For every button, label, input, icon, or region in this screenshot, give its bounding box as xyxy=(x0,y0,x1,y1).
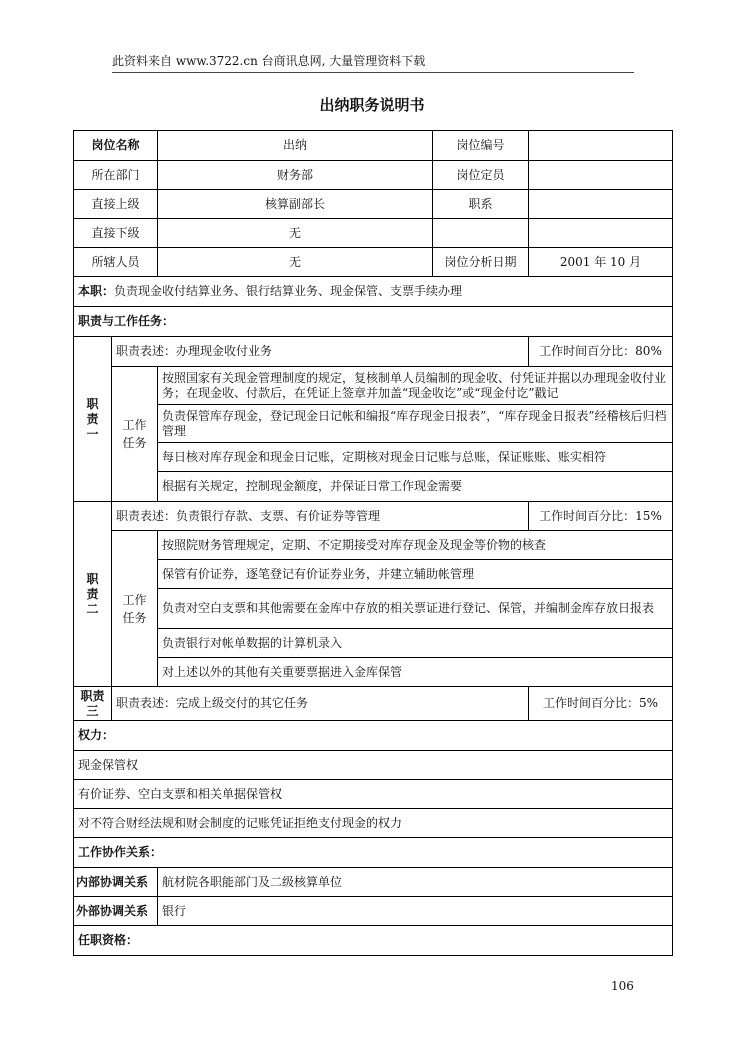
duty-cell xyxy=(74,277,673,307)
post-name-value: 出纳 xyxy=(158,131,433,161)
duty1-time: 工作时间百分比：80% xyxy=(529,337,673,367)
superior-label: 直接上级 xyxy=(74,190,158,219)
duty1-task-row xyxy=(74,443,673,472)
duty2-task-2: 保管有价证券，逐笔登记有价证券业务，并建立辅助帐管理 xyxy=(158,560,673,589)
staff-label: 所辖人员 xyxy=(74,248,158,277)
job-description-table xyxy=(73,130,673,956)
duty3-description: 职责表述：完成上级交付的其它任务 xyxy=(112,687,529,721)
duty2-task-5: 对上述以外的其他有关重要票据进入金库保管 xyxy=(158,658,673,687)
empty-cell xyxy=(529,219,673,248)
row-post-name xyxy=(74,131,673,161)
empty-cell xyxy=(433,219,529,248)
duty2-task-row xyxy=(74,560,673,589)
power-row xyxy=(74,780,673,809)
tasks-header: 职责与工作任务： xyxy=(74,307,673,337)
row-duty xyxy=(74,277,673,307)
row-tasks-header xyxy=(74,307,673,337)
internal-cooperation-label: 内部协调关系 xyxy=(74,868,158,897)
subordinate-value: 无 xyxy=(158,219,433,248)
duty2-task-1: 按照院财务管理规定，定期、不定期接受对库存现金及现金等价物的核查 xyxy=(158,531,673,560)
external-cooperation-value: 银行 xyxy=(158,897,673,926)
duty-label: 本职： xyxy=(78,284,115,298)
duty3-row xyxy=(74,687,673,721)
internal-cooperation-row xyxy=(74,868,673,897)
document-title: 出纳职务说明书 xyxy=(319,96,425,114)
duty2-description-row xyxy=(74,502,673,531)
row-dept xyxy=(74,161,673,190)
page-number: 106 xyxy=(611,979,634,993)
duty1-task-row xyxy=(74,472,673,502)
duty1-task-4: 根据有关规定，控制现金额度，并保证日常工作现金需要 xyxy=(158,472,673,502)
power-item-3: 对不符合财经法规和财会制度的记账凭证拒绝支付现金的权力 xyxy=(74,809,673,838)
duty1-task-1: 按照国家有关现金管理制度的规定，复核制单人员编制的现金收、付凭证并据以办理现金收付业务；在现金收、付款后，在凭证上签章并加盖“现金收讫”或“现金付讫”戳记 xyxy=(158,367,673,405)
duty2-task-row xyxy=(74,629,673,658)
analysis-date-label: 岗位分析日期 xyxy=(433,248,529,277)
internal-cooperation-value: 航材院各职能部门及二级核算单位 xyxy=(158,868,673,897)
power-row xyxy=(74,751,673,780)
duty2-task-row xyxy=(74,589,673,629)
duty3-time: 工作时间百分比：5% xyxy=(529,687,673,721)
power-row xyxy=(74,809,673,838)
power-item-1: 现金保管权 xyxy=(74,751,673,780)
duty1-description: 职责表述：办理现金收付业务 xyxy=(112,337,529,367)
duty2-task-row xyxy=(74,531,673,560)
power-header: 权力： xyxy=(74,721,673,751)
duty2-task-3: 负责对空白支票和其他需要在金库中存放的相关票证进行登记、保管，并编制金库存放日报表 xyxy=(158,589,673,629)
staff-value: 无 xyxy=(158,248,433,277)
duty1-work-task-label: 工作 任务 xyxy=(112,367,158,502)
qualification-header: 任职资格： xyxy=(74,926,673,956)
duty2-work-task-label: 工作 任务 xyxy=(112,531,158,687)
dept-value: 财务部 xyxy=(158,161,433,190)
series-label: 职系 xyxy=(433,190,529,219)
row-superior xyxy=(74,190,673,219)
quota-label: 岗位定员 xyxy=(433,161,529,190)
post-code-value xyxy=(529,131,673,161)
dept-label: 所在部门 xyxy=(74,161,158,190)
page-header: 此资料来自 www.3722.cn 台商讯息网, 大量管理资料下载 xyxy=(112,52,634,73)
row-cooperation-header xyxy=(74,838,673,868)
duty2-task-row xyxy=(74,658,673,687)
series-value xyxy=(529,190,673,219)
post-code-label: 岗位编号 xyxy=(433,131,529,161)
subordinate-label: 直接下级 xyxy=(74,219,158,248)
duty2-description: 职责表述：负责银行存款、支票、有价证券等管理 xyxy=(112,502,529,531)
duty2-task-4: 负责银行对帐单数据的计算机录入 xyxy=(158,629,673,658)
duty2-name: 职 责 二 xyxy=(74,502,112,687)
external-cooperation-label: 外部协调关系 xyxy=(74,897,158,926)
duty1-task-row xyxy=(74,367,673,405)
superior-value: 核算副部长 xyxy=(158,190,433,219)
analysis-date-value: 2001 年 10 月 xyxy=(529,248,673,277)
post-name-label: 岗位名称 xyxy=(74,131,158,161)
power-item-2: 有价证券、空白支票和相关单据保管权 xyxy=(74,780,673,809)
duty3-name: 职责 三 xyxy=(74,687,112,721)
duty2-time: 工作时间百分比：15% xyxy=(529,502,673,531)
row-power-header xyxy=(74,721,673,751)
duty-text: 负责现金收付结算业务、银行结算业务、现金保管、支票手续办理 xyxy=(114,284,463,298)
quota-value xyxy=(529,161,673,190)
row-subordinate xyxy=(74,219,673,248)
external-cooperation-row xyxy=(74,897,673,926)
duty1-name: 职 责 一 xyxy=(74,337,112,502)
duty1-task-3: 每日核对库存现金和现金日记账，定期核对现金日记账与总账，保证账账、账实相符 xyxy=(158,443,673,472)
duty1-description-row xyxy=(74,337,673,367)
row-staff xyxy=(74,248,673,277)
cooperation-header: 工作协作关系： xyxy=(74,838,673,868)
duty1-task-2: 负责保管库存现金，登记现金日记帐和编报“库存现金日报表”，“库存现金日报表”经稽核后归档管理 xyxy=(158,405,673,443)
row-qualification-header xyxy=(74,926,673,956)
duty1-task-row xyxy=(74,405,673,443)
